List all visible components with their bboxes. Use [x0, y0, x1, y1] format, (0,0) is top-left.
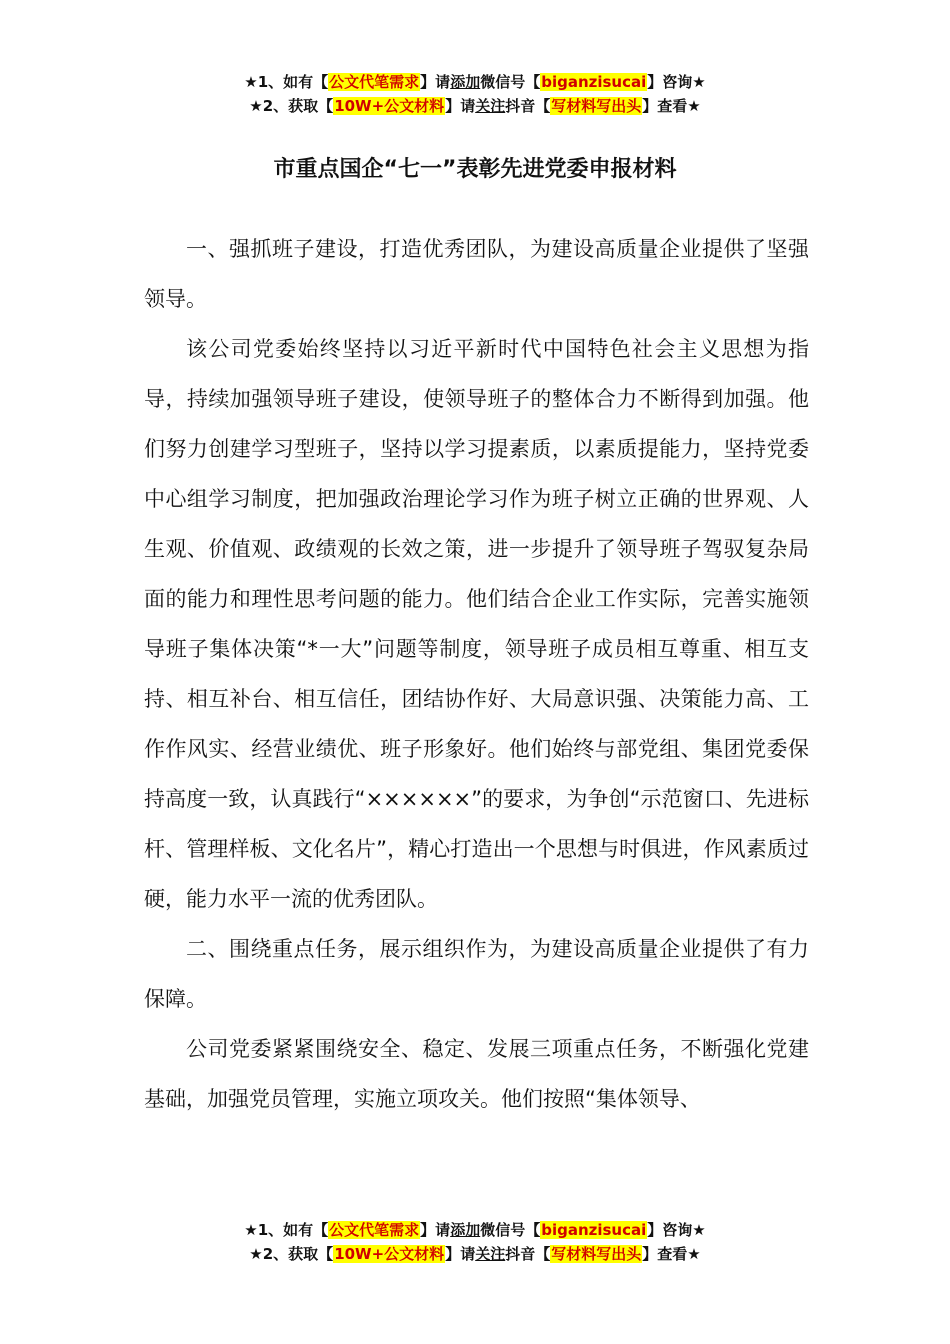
- banner-line-2: [0, 94, 950, 118]
- banner-text: 抖音【: [505, 97, 551, 115]
- banner-highlight: 10W+公文材料: [334, 1245, 445, 1263]
- paragraph: 该公司党委始终坚持以习近平新时代中国特色社会主义思想为指导，持续加强领导班子建设，使领导班子的整体合力不断得到加强。他们努力创建学习型班子，坚持以学习提素质，以素质提能力，坚持党委中心组学习制度，把加强政治理论学习作为班子树立正确的世界观、人生观、价值观、政绩观的长效之策，进一步提升了领导班子驾驭复杂局面的能力和理性思考问题的能力。他们结合企业工作实际，完善实施领导班子集体决策“*一大”问题等制度，领导班子成员相互尊重、相互支持、相互补台、相互信任，团结协作好、大局意识强、决策能力高、工作作风实、经营业绩优、班子形象好。他们始终与部党组、集团党委保持高度一致，认真践行“××××××”的要求，为争创“示范窗口、先进标杆、管理样板、文化名片”，精心打造出一个思想与时俱进，作风素质过硬，能力水平一流的优秀团队。: [144, 337, 809, 911]
- banner-highlight: 公文代笔需求: [329, 1221, 420, 1239]
- banner-text: ★2、获取【: [249, 97, 334, 115]
- document-body: [144, 224, 809, 1124]
- banner-text: 】请: [445, 97, 476, 115]
- banner-text: 微信号【: [480, 1221, 541, 1239]
- footer-banner: [0, 1218, 950, 1266]
- banner-highlight: 10W+公文材料: [334, 97, 445, 115]
- banner-underline: 添加: [450, 73, 481, 91]
- banner-underline: 添加: [450, 1221, 481, 1239]
- banner-text: 】请: [420, 73, 451, 91]
- paragraph: 二、围绕重点任务，展示组织作为，为建设高质量企业提供了有力保障。: [144, 937, 809, 1011]
- banner-text: 抖音【: [505, 1245, 551, 1263]
- banner-highlight: biganzisucai: [541, 73, 647, 91]
- banner-text: 微信号【: [480, 73, 541, 91]
- banner-text: 】请: [445, 1245, 476, 1263]
- banner-highlight: 写材料写出头: [551, 97, 642, 115]
- banner-line-1: [0, 1218, 950, 1242]
- banner-underline: 关注: [475, 1245, 506, 1263]
- banner-highlight: 写材料写出头: [551, 1245, 642, 1263]
- banner-text: 】查看★: [642, 97, 701, 115]
- banner-text: ★1、如有【: [244, 1221, 329, 1239]
- banner-underline: 关注: [475, 97, 506, 115]
- banner-text: 】咨询★: [647, 73, 706, 91]
- banner-highlight: 公文代笔需求: [329, 73, 420, 91]
- banner-highlight: biganzisucai: [541, 1221, 647, 1239]
- banner-line-1: [0, 70, 950, 94]
- banner-text: 】咨询★: [647, 1221, 706, 1239]
- paragraph: 公司党委紧紧围绕安全、稳定、发展三项重点任务，不断强化党建基础，加强党员管理，实施立项攻关。他们按照“集体领导、: [144, 1037, 809, 1111]
- banner-text: ★2、获取【: [249, 1245, 334, 1263]
- banner-text: 】请: [420, 1221, 451, 1239]
- document-title: 市重点国企“七一”表彰先进党委申报材料: [273, 157, 677, 182]
- header-banner: [0, 70, 950, 118]
- banner-text: ★1、如有【: [244, 73, 329, 91]
- banner-line-2: [0, 1242, 950, 1266]
- paragraph: 一、强抓班子建设，打造优秀团队，为建设高质量企业提供了坚强领导。: [144, 237, 809, 311]
- banner-text: 】查看★: [642, 1245, 701, 1263]
